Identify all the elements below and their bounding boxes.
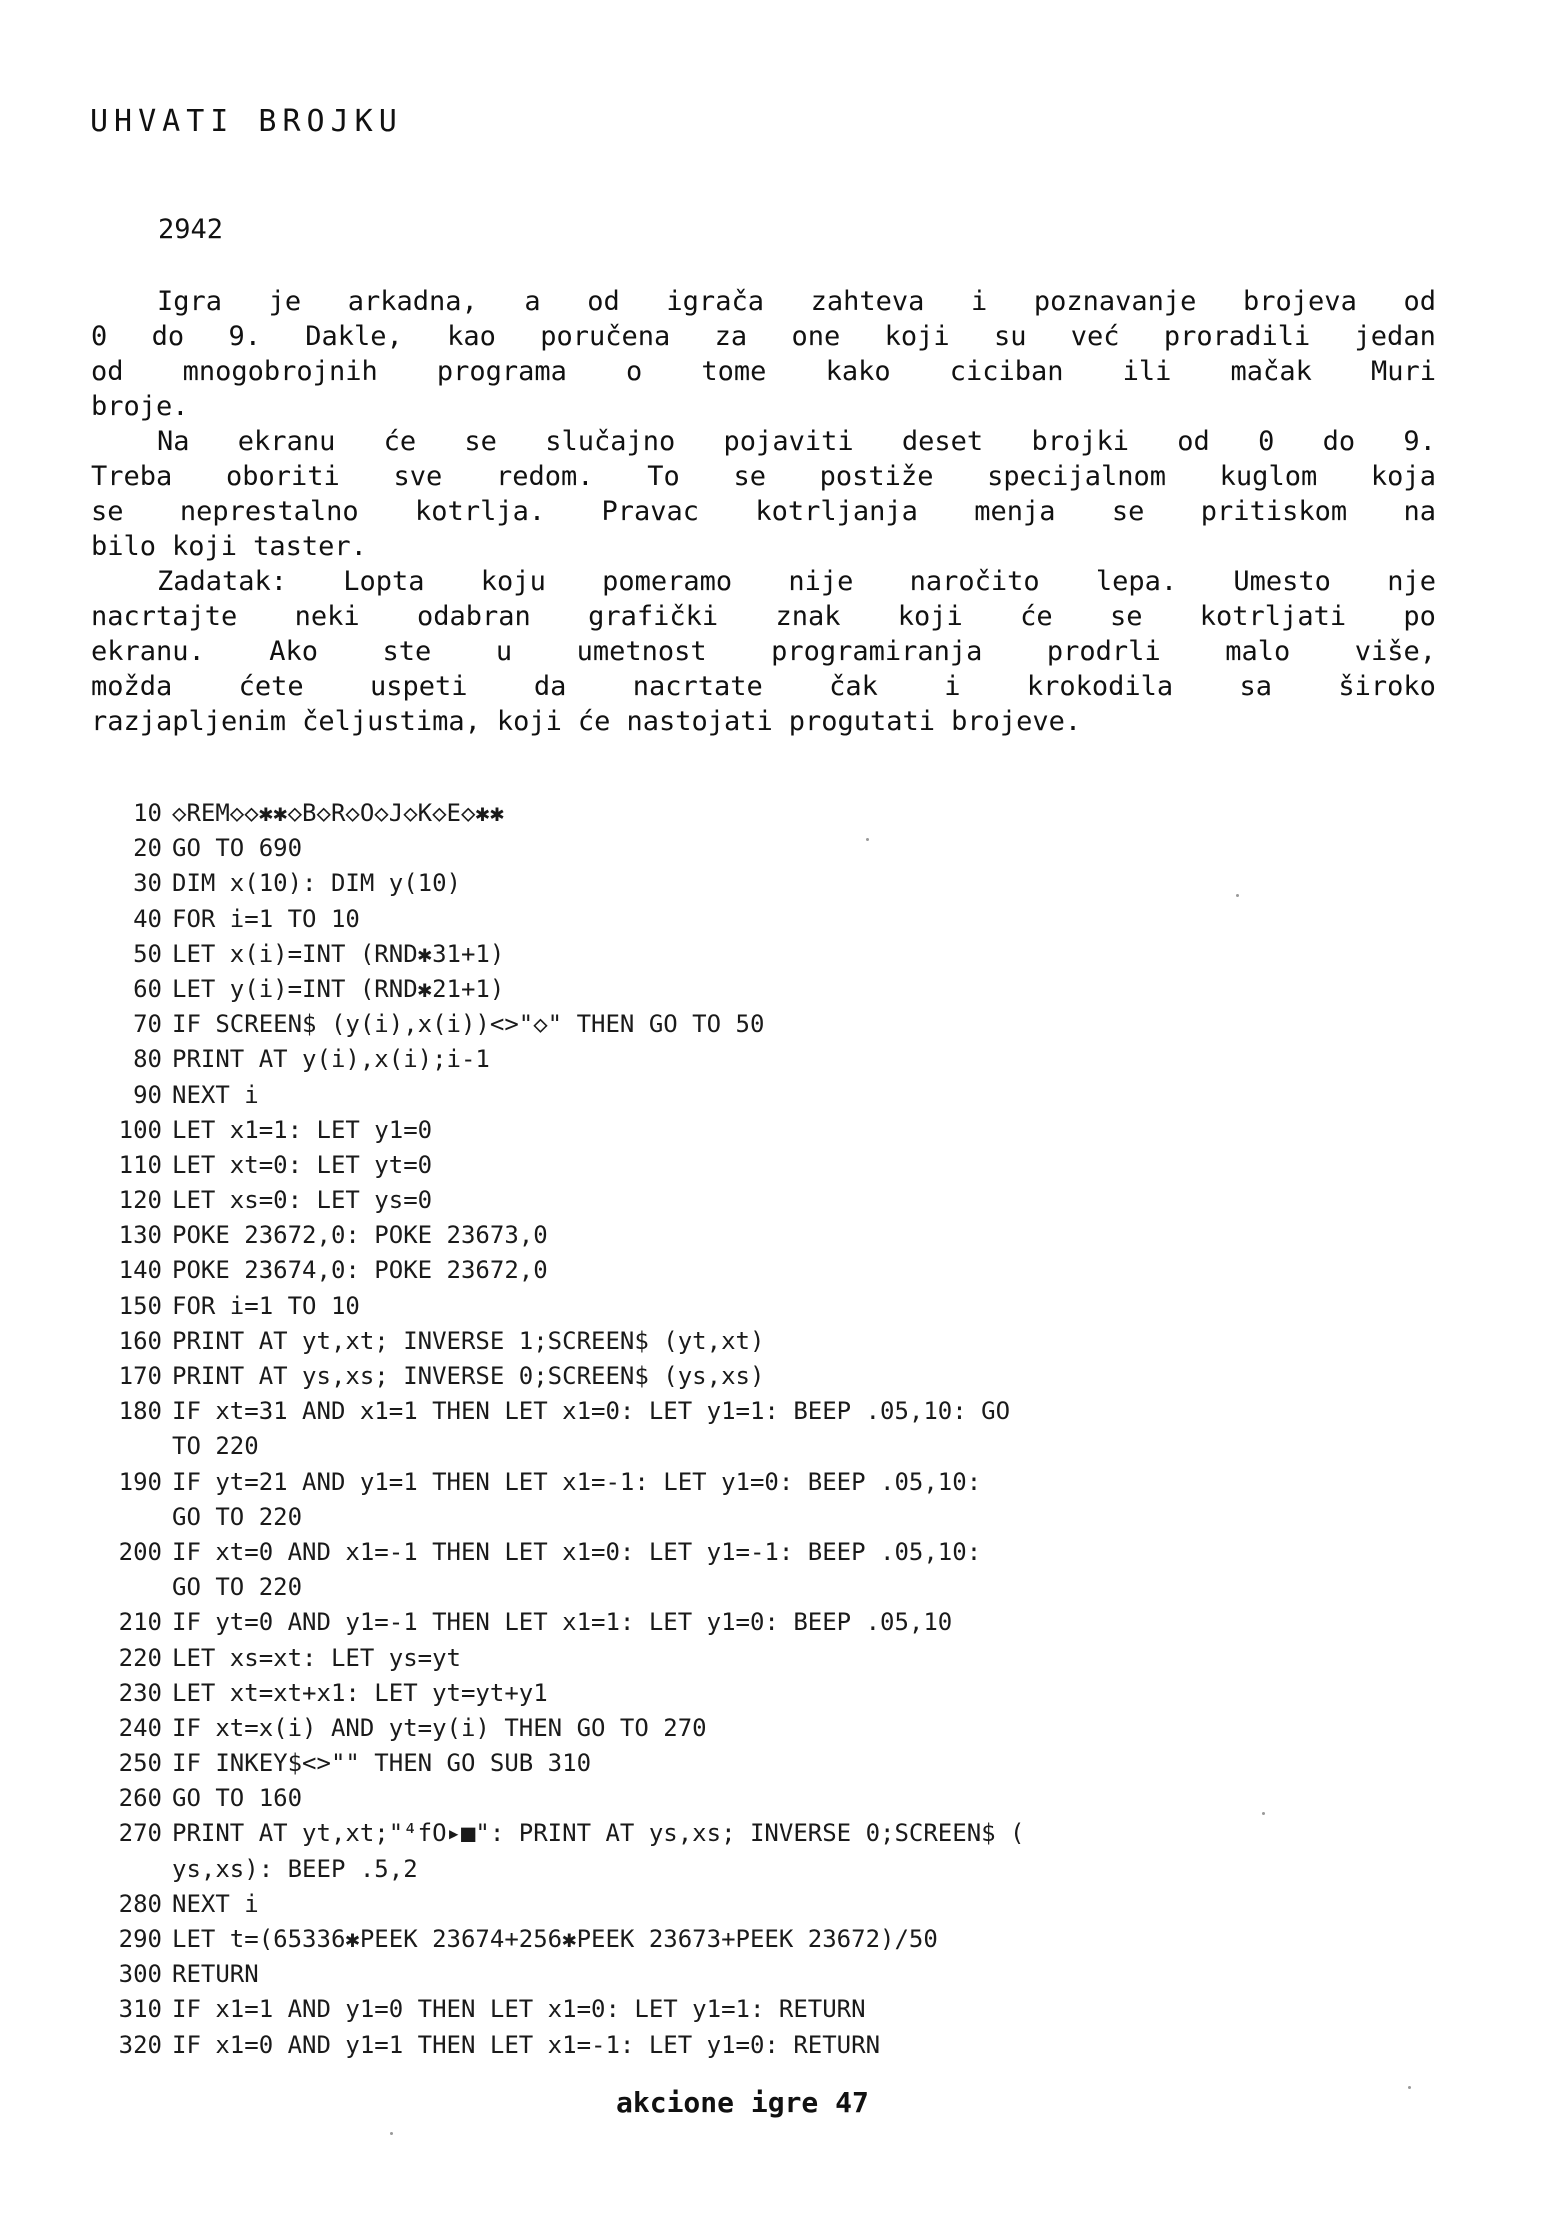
code-line [110,1465,1025,1500]
code-line [110,1781,1025,1816]
intro-word: po [1403,601,1436,632]
intro-word: i [944,671,961,702]
code-line [110,1113,1025,1148]
intro-word: arkadna, [347,286,478,317]
code-statement: FOR i=1 TO 10 [172,1291,360,1320]
code-line [110,1007,1025,1042]
intro-word: deset [901,426,984,457]
line-number: 240 [118,1713,162,1742]
code-statement: PRINT AT ys,xs; INVERSE 0;SCREEN$ (ys,xs) [172,1362,765,1390]
line-number: 230 [118,1678,162,1707]
intro-word: ciciban [949,356,1064,387]
intro-word: poručena [540,321,671,352]
line-number: 120 [118,1186,162,1215]
intro-word: pritiskom [1200,496,1348,527]
code-line [110,1042,1025,1077]
intro-word: Zadatak: [157,566,288,597]
intro-word: kuglom [1219,461,1318,492]
intro-word: proradili [1163,321,1311,352]
basic-listing [110,796,1025,2063]
intro-word: kao [447,321,496,352]
intro-word: se [91,496,124,527]
code-line [110,1957,1025,1992]
code-line [110,937,1025,972]
intro-word: a [524,286,541,317]
intro-word: za [714,321,748,352]
intro-word: ćete [238,671,304,702]
intro-word: Lopta [343,566,425,597]
line-number: 300 [118,1960,162,1989]
code-statement: IF xt=x(i) AND yt=y(i) THEN GO TO 270 [172,1713,707,1742]
intro-word: da [533,671,567,702]
code-statement: IF xt=0 AND x1=-1 THEN LET x1=0: LET y1=-1: BEEP .05,10: [172,1537,982,1566]
intro-word: lepa. [1095,566,1178,597]
line-number: 310 [118,1995,162,2024]
intro-word: nije [788,566,854,597]
code-statement: IF SCREEN$ (y(i),x(i))<>"◇" THEN GO TO 50 [172,1010,765,1039]
code-statement: IF x1=1 AND y1=0 THEN LET x1=0: LET y1=1: RETURN [172,1995,866,2024]
intro-word: i [970,286,988,317]
scan-speck [866,838,869,841]
intro-word: menja [974,496,1056,527]
intro-word: je [268,286,302,317]
code-line [110,1676,1025,1711]
code-line [110,1852,1025,1887]
code-statement: NEXT i [172,1080,259,1109]
line-number: 280 [118,1889,162,1918]
code-statement: IF INKEY$<>"" THEN GO SUB 310 [172,1749,592,1778]
intro-word: nacrtate [632,671,763,702]
line-number: 260 [118,1784,162,1813]
intro-word: neki [294,601,360,632]
intro-word: mnogobrojnih [182,356,378,387]
intro-word: nastojati [626,706,773,737]
intro-line [91,704,1436,739]
intro-word: naročito [909,566,1040,597]
code-line [110,2028,1025,2063]
intro-word: koji [897,601,963,632]
line-number: 40 [133,904,162,933]
intro-word: kotrljanja [755,496,918,527]
code-line [110,1324,1025,1359]
code-line [110,1359,1025,1394]
scan-speck [1262,1812,1265,1815]
intro-line [91,389,1436,424]
intro-word: Umesto [1233,566,1331,597]
intro-word: uspeti [370,671,468,702]
intro-word: malo [1225,636,1291,667]
intro-word: brojeve. [951,706,1082,737]
code-statement: NEXT i [172,1889,259,1918]
code-statement: LET y(i)=INT (RND✱21+1) [172,974,505,1003]
code-continuation: GO TO 220 [172,1573,303,1602]
line-number: 150 [118,1291,162,1320]
intro-line [91,424,1436,459]
intro-word: Ako [269,636,319,667]
intro-word: ili [1122,356,1172,387]
code-statement: RETURN [172,1960,259,1989]
intro-line [91,669,1436,704]
intro-word: čeljustima, [302,706,481,737]
intro-line [91,529,1436,564]
intro-word: tome [701,356,767,387]
scan-speck [1236,894,1239,897]
intro-word: brojki [1031,426,1129,457]
code-line [110,1922,1025,1957]
code-line [110,831,1025,866]
intro-word: slučajno [545,426,676,457]
code-statement: POKE 23672,0: POKE 23673,0 [172,1221,548,1250]
line-number: 200 [118,1537,162,1566]
intro-word: će [383,426,417,457]
intro-word: od [587,286,620,317]
intro-word: pomeramo [602,566,733,597]
code-line [110,1887,1025,1922]
intro-line [91,494,1436,529]
line-number: 60 [133,974,162,1003]
intro-word: zahteva [810,286,925,317]
intro-word: od [1177,426,1210,457]
intro-text [91,284,1436,739]
intro-word: krokodila [1026,671,1174,702]
intro-word: ekranu. [91,636,205,667]
line-number: 160 [118,1326,162,1355]
code-statement: LET xt=xt+x1: LET yt=yt+y1 [172,1678,548,1707]
line-number: 270 [118,1819,162,1848]
intro-word: prodrli [1046,636,1161,667]
intro-word: koju [480,566,546,597]
intro-word: sa [1239,671,1273,702]
intro-word: Pravac [601,496,699,527]
code-statement: GO TO 160 [172,1784,303,1813]
program-code-number: 2942 [158,214,224,245]
intro-word: programiranja [771,636,983,667]
page-footer: akcione igre 47 [616,2086,869,2119]
intro-word: Na [157,426,190,457]
code-statement: IF yt=0 AND y1=-1 THEN LET x1=1: LET y1=0: BEEP .05,10 [172,1608,953,1637]
code-statement: GO TO 690 [172,834,303,863]
line-number: 190 [118,1467,162,1496]
intro-word: se [733,461,766,492]
code-statement: PRINT AT yt,xt; INVERSE 1;SCREEN$ (yt,xt) [172,1326,765,1355]
intro-word: ekranu [237,426,336,457]
intro-word: u [495,636,513,667]
code-line [110,1641,1025,1676]
line-number: 320 [118,2030,162,2059]
intro-word: oboriti [225,461,340,492]
code-line [110,1816,1025,1851]
intro-word: ste [382,636,432,667]
code-line [110,1148,1025,1183]
intro-word: koji [172,531,238,562]
code-statement: POKE 23674,0: POKE 23672,0 [172,1256,548,1285]
code-statement: FOR i=1 TO 10 [172,904,360,933]
intro-line [91,564,1436,599]
intro-word: do [1322,426,1356,457]
line-number: 30 [133,869,162,898]
intro-word: koja [1370,461,1436,492]
intro-word: su [993,321,1027,352]
line-number: 210 [118,1608,162,1637]
intro-word: kotrljati [1199,601,1347,632]
code-statement: PRINT AT y(i),x(i);i-1 [172,1045,490,1074]
intro-word: To [647,461,680,492]
code-line [110,1570,1025,1605]
intro-word: programa [436,356,567,387]
intro-word: neprestalno [179,496,359,527]
code-line [110,1605,1025,1640]
intro-word: koji [496,706,562,737]
code-line [110,866,1025,901]
intro-word: one [791,321,841,352]
code-continuation: TO 220 [172,1432,259,1461]
line-number: 180 [118,1397,162,1426]
intro-line [91,319,1436,354]
line-number: 110 [118,1150,162,1179]
code-line [110,1535,1025,1570]
code-statement: LET xs=xt: LET ys=yt [172,1643,461,1672]
code-line [110,1429,1025,1464]
line-number: 250 [118,1749,162,1778]
intro-word: Dakle, [305,321,403,352]
code-line [110,1218,1025,1253]
code-continuation: GO TO 220 [172,1502,303,1531]
line-number: 170 [118,1362,162,1390]
code-statement: IF xt=31 AND x1=1 THEN LET x1=0: LET y1=1: BEEP .05,10: GO [172,1397,1011,1426]
line-number: 70 [133,1010,162,1039]
intro-word: će [1020,601,1053,632]
intro-line [91,284,1436,319]
line-number: 220 [118,1643,162,1672]
intro-word: jedan [1354,321,1436,352]
intro-word: Igra [157,286,223,317]
code-statement: LET x(i)=INT (RND✱31+1) [172,939,505,968]
intro-word: razjapljenim [91,706,287,737]
code-line [110,902,1025,937]
intro-word: široko [1338,671,1436,702]
code-line [110,1289,1025,1324]
intro-word: 0 [91,321,108,352]
intro-word: o [626,356,643,387]
code-line [110,1746,1025,1781]
intro-word: mačak [1230,356,1312,387]
line-number: 130 [118,1221,162,1250]
code-line [110,1253,1025,1288]
line-number: 290 [118,1925,162,1953]
line-number: 80 [133,1045,162,1074]
intro-word: umetnost [576,636,707,667]
intro-word: progutati [788,706,936,737]
code-statement: LET xt=0: LET yt=0 [172,1150,433,1179]
intro-word: redom. [495,461,594,492]
intro-word: više, [1354,636,1436,667]
intro-word: broje. [91,391,189,422]
code-line [110,1500,1025,1535]
line-number: 10 [133,799,162,827]
intro-word: Muri [1370,356,1436,387]
intro-word: možda [91,671,173,702]
intro-word: nacrtajte [91,601,238,632]
page-title: UHVATI BROJKU [90,104,403,139]
intro-line [91,599,1436,634]
code-line [110,1711,1025,1746]
line-number: 100 [118,1115,162,1144]
intro-word: od [1403,286,1436,317]
scan-speck [1408,2086,1411,2089]
intro-word: odabran [416,601,531,632]
intro-word: sve [393,461,443,492]
intro-word: specijalnom [987,461,1166,492]
intro-word: Treba [91,461,173,492]
intro-word: će [577,706,611,737]
intro-word: kotrlja. [415,496,546,527]
intro-word: grafički [588,601,719,632]
scan-speck [390,2132,393,2135]
intro-word: poznavanje [1033,286,1197,317]
code-line [110,1992,1025,2027]
intro-word: postiže [819,461,934,492]
line-number: 20 [133,834,162,863]
code-line [110,972,1025,1007]
intro-word: taster. [253,531,367,562]
intro-word: znak [775,601,841,632]
intro-word: kako [825,356,891,387]
intro-word: igrača [666,286,764,317]
code-statement: LET xs=0: LET ys=0 [172,1186,433,1215]
intro-word: se [1111,496,1145,527]
code-statement: ◇REM◇◇✱✱◇B◇R◇O◇J◇K◇E◇✱✱ [172,799,505,827]
code-line [110,796,1025,831]
code-statement: DIM x(10): DIM y(10) [172,869,461,898]
code-statement: IF yt=21 AND y1=1 THEN LET x1=-1: LET y1=0: BEEP .05,10: [172,1467,982,1496]
intro-word: 9. [1403,426,1436,457]
intro-word: bilo [91,531,157,562]
intro-word: na [1403,496,1436,527]
code-line [110,1183,1025,1218]
code-statement: LET t=(65336✱PEEK 23674+256✱PEEK 23673+PEEK 23672)/50 [172,1925,938,1953]
intro-word: do [151,321,185,352]
intro-word: 9. [228,321,261,352]
line-number: 50 [133,939,162,968]
intro-word: nje [1387,566,1436,597]
intro-word: čak [829,671,878,702]
code-line [110,1078,1025,1113]
intro-word: već [1070,321,1120,352]
code-statement: PRINT AT yt,xt;"⁴fO▸■": PRINT AT ys,xs; INVERSE 0;SCREEN$ ( [172,1819,1025,1848]
intro-word: se [1109,601,1143,632]
intro-line [91,354,1436,389]
code-statement: IF x1=0 AND y1=1 THEN LET x1=-1: LET y1=0: RETURN [172,2030,881,2059]
intro-word: od [91,356,124,387]
intro-line [91,459,1436,494]
line-number: 90 [133,1080,162,1109]
intro-word: pojaviti [723,426,854,457]
intro-word: 0 [1258,426,1275,457]
intro-word: brojeva [1243,286,1357,317]
intro-line [91,634,1436,669]
intro-word: koji [884,321,950,352]
intro-word: se [464,426,497,457]
line-number: 140 [118,1256,162,1285]
code-statement: LET x1=1: LET y1=0 [172,1115,433,1144]
code-continuation: ys,xs): BEEP .5,2 [172,1854,418,1883]
code-line [110,1394,1025,1429]
